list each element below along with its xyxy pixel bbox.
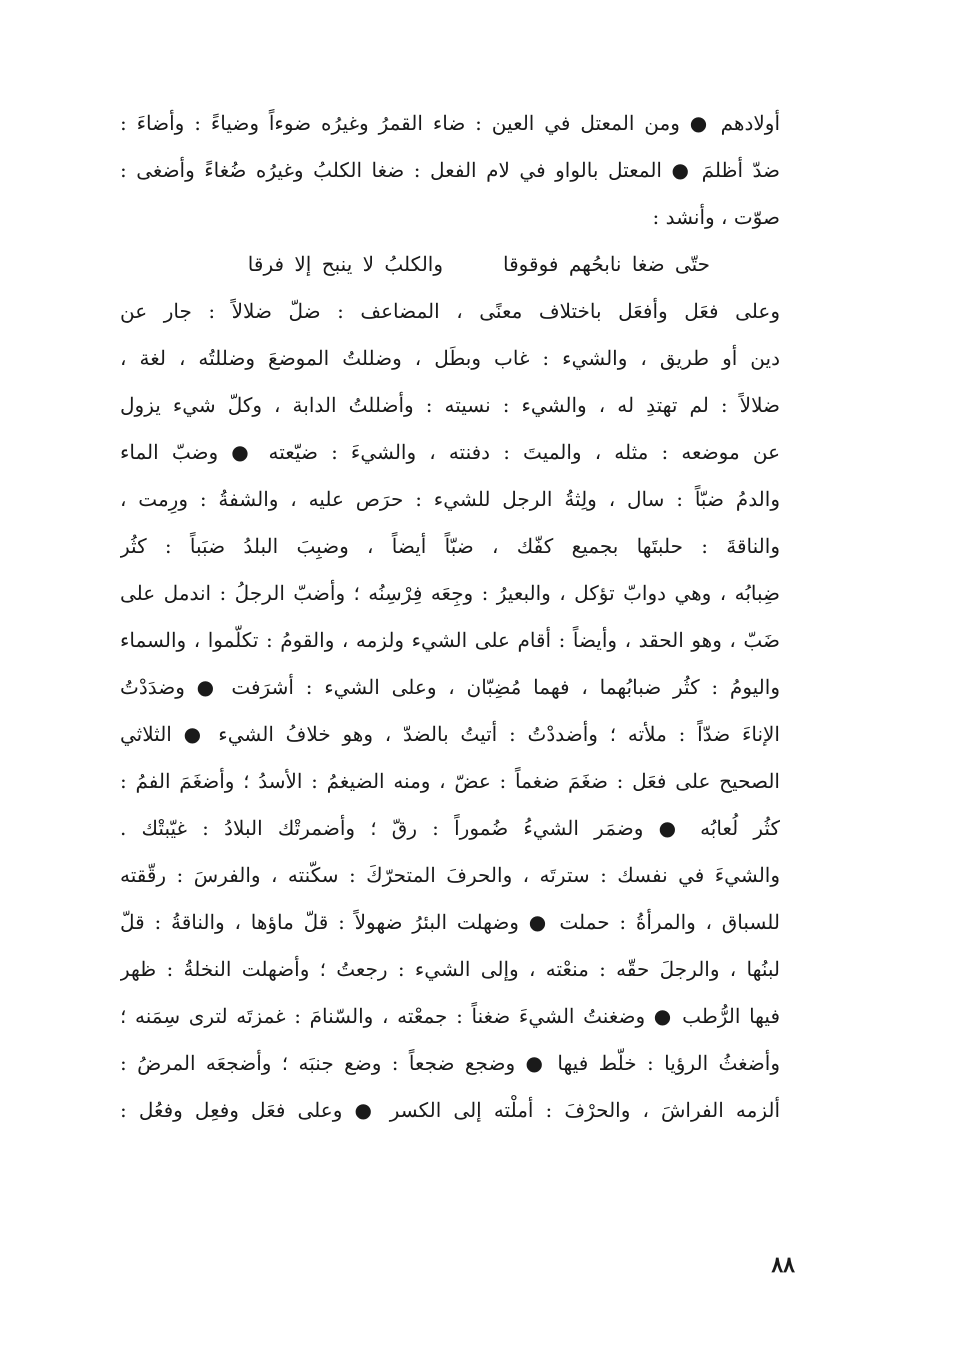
text-line: ضلالاً : لم تهتدِ له ، والشيء : نسيته : وأضللتُ الدابة ، وكلّ شيء يزول: [120, 393, 780, 417]
page-body: [120, 100, 780, 1134]
text-line: والدمُ ضبّاً : سال ، ولِثةُ الرجل للشيء : حرَص عليه ، والشفةُ : ورِمت ،: [120, 487, 780, 511]
text-line: ضدّ أظلمَ ● المعتل بالواو في لام الفعل : ضغا الكلبُ وغيرُه ضُغاءً وأضغى :: [120, 158, 780, 182]
text-line: الصحيح على فعَل : ضغَمَ ضغماً : عضّ ، ومنه الضيغمُ : الأسدُ ؛ وأضغَمَ الفمُ :: [120, 769, 780, 793]
verse-line: [120, 241, 780, 288]
text-line: عن موضعه : مثله ، والميتَ : دفنته ، والشيءَ : ضيّعته ● وضبّ الماء: [120, 440, 780, 464]
text-line: ألزمه الفراشَ ، والحرْفَ : أملْته إلى الكسر ● وعلى فعَل وفعِل وفعُل :: [120, 1098, 780, 1122]
page-number: ٨٨: [771, 1252, 795, 1278]
text-line: صوّت ، وأنشد :: [652, 205, 780, 229]
text-line: دين أو طريق ، والشيء : غاب وبطَل ، وضللتُ الموضعَ وضللتُه ، لغة ،: [120, 346, 780, 370]
text-line: ضَبّ ، وهو الحقد ، وأيضاً : أقام على الشيء ولزمه ، والقومُ : تكلّموا ، والسماء: [120, 628, 780, 652]
text-line: وأضغثُ الرؤيا : خلّط فيها ● وضجع ضجعاً : وضع جنبَه ؛ وأضجعَه المرضُ :: [120, 1051, 780, 1075]
verse-hemistich-second: والكلبُ لا ينبح إلا فرقا: [247, 252, 444, 276]
text-line: أولادهم ● ومن المعتل في العين : ضاء القمرُ وغيرُه ضوءاً وضياءً : وأضاءَ :: [120, 111, 780, 135]
text-line: فيها الرُّطب ● وضغنتُ الشيءَ ضغناً : جمعْته ، والسّنامَ : غمزتَه لترى سِمَنه ؛: [120, 1004, 780, 1028]
text-line: الإناءَ ضدّاً : ملأته ؛ وأضددْتُ : أتيتُ بالضدّ ، وهو خلافُ الشيء ● الثلاثي: [120, 722, 780, 746]
text-line: كثُر لُعابُه ● وضمَر الشيءُ ضُموراً : رقّ ؛ وأضمرتْك البلادُ : غيّبتْك .: [120, 816, 780, 840]
text-line: والناقةَ : حلبتَها بجميع كفّك ، ضبّاً أيضاً ، وضبِبَ البلدُ ضبَباً : كثُر: [120, 534, 780, 558]
text-line: لبنُها ، والرجلَ حقّه : منعْته ، وإلى الشيء : رجعتُ ؛ وأضهلت النخلةُ : ظهر: [120, 957, 780, 981]
text-line: للسباق ، والمرأةُ : حملت ● وضهلت البئرُ ضهولاً : قلّ ماؤها ، والناقةُ : قلّ: [120, 910, 780, 934]
text-line: ضِبابُه ، وهي دوابّ تؤكل ، والبعيرُ : وجِعَه فِرْسِنُه ؛ وأضبّ الرجلُ : اندمل على: [120, 581, 780, 605]
verse-hemistich-first: حتّى ضغا نابحُهم فوقوقا: [503, 252, 710, 276]
text-line: وعلى فعَل وأفعَل باختلاف معنًى ، المضاعف : ضلّ ضلالاً : جار عن: [120, 299, 780, 323]
text-line: واليومُ : كثُر ضبابُهما ، فهما مُضِبّان ، وعلى الشيء : أشرَفت ● وضدَدْتُ: [120, 675, 780, 699]
text-line: والشيءَ في نفسك : سترتَه ، والحرفَ المتحرّكَ : سكّنته ، والفرسَ : رقّقته: [120, 863, 780, 887]
